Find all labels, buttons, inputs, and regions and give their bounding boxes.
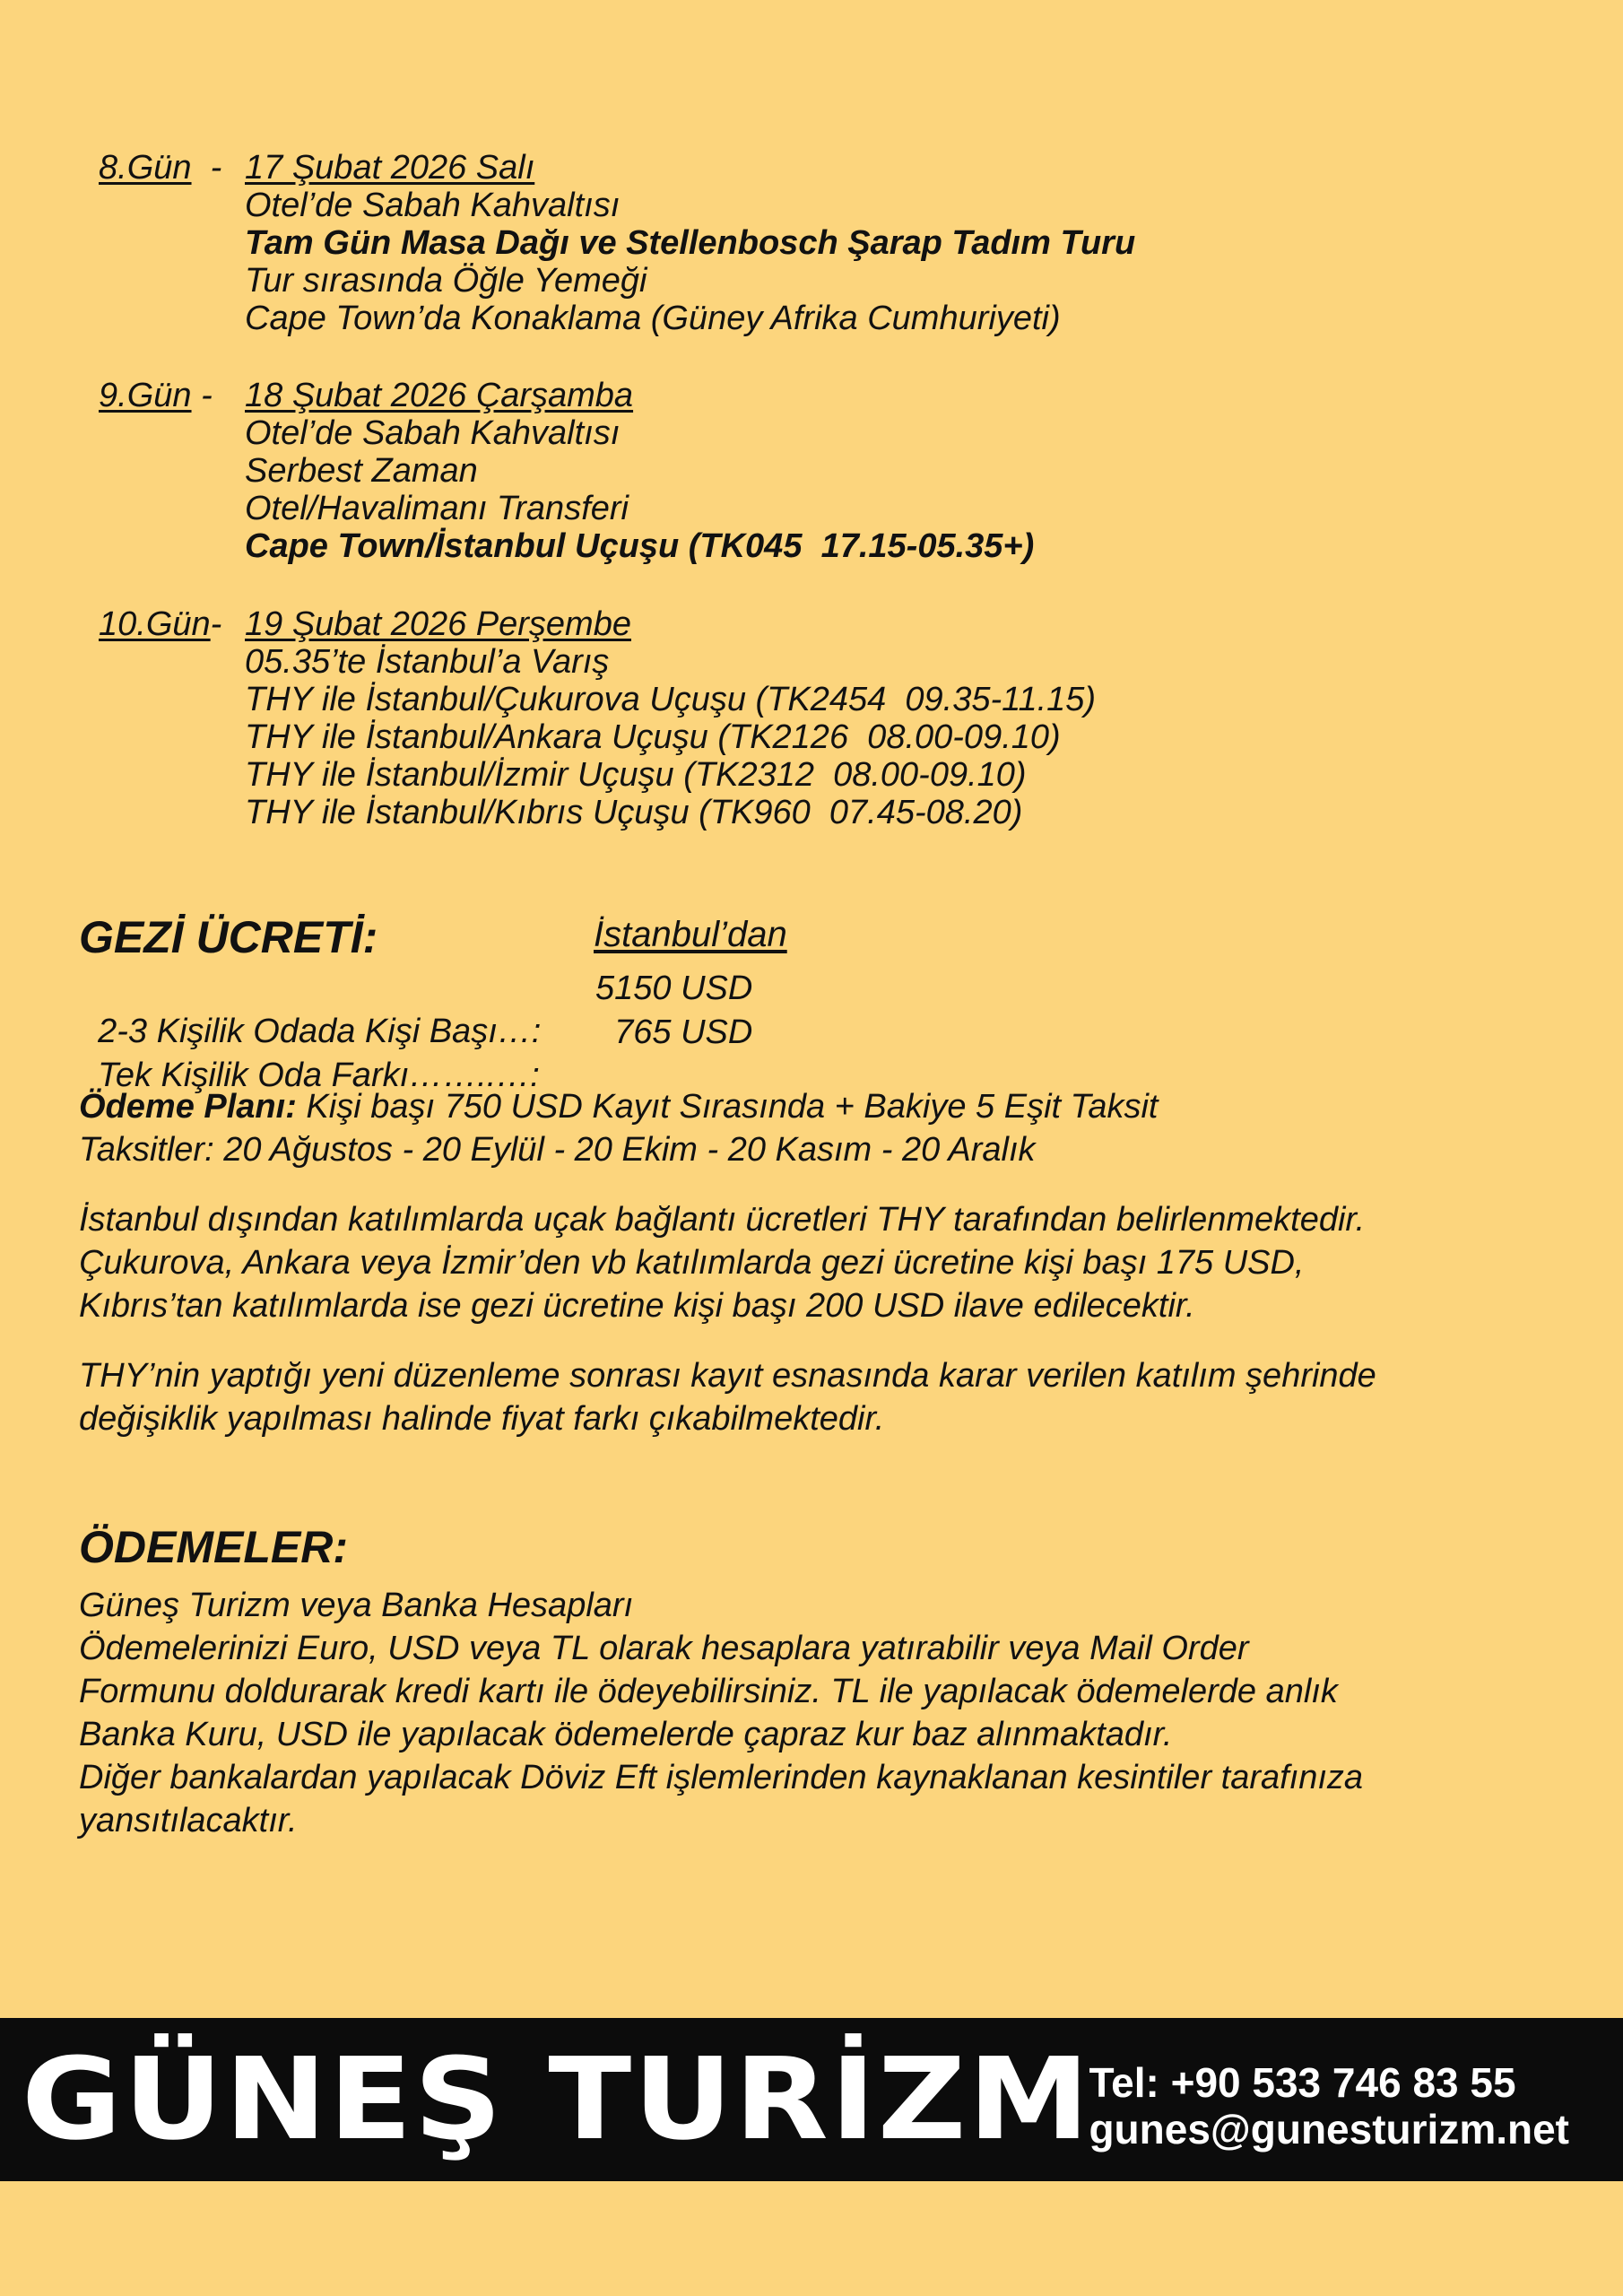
payments-line: Banka Kuru, USD ile yapılacak ödemelerde çapraz kur baz alınmaktadır. — [79, 1716, 1173, 1753]
payments-line: Ödemelerinizi Euro, USD veya TL olarak hesaplara yatırabilir veya Mail Order — [79, 1630, 1249, 1667]
day-9-line: Otel’de Sabah Kahvaltısı — [245, 414, 621, 452]
day-9-header — [99, 377, 1034, 414]
contact-info — [1089, 2059, 1569, 2152]
day-8-line: Otel’de Sabah Kahvaltısı — [245, 187, 621, 224]
price-row-single — [79, 1011, 540, 1097]
note-line: Kıbrıs’tan katılımlarda ise gezi ücretine kişi başı 200 USD ilave edilecektir. — [79, 1287, 1195, 1325]
day-10-lines — [99, 643, 1096, 831]
payment-plan-label: Ödeme Planı: — [79, 1088, 297, 1126]
note-line: değişiklik yapılması halinde fiyat farkı çıkabilmektedir. — [79, 1400, 885, 1438]
day-8-line-highlight: Tam Gün Masa Dağı ve Stellenbosch Şarap Tadım Turu — [245, 224, 1136, 262]
email-address[interactable]: gunes@gunesturizm.net — [1089, 2106, 1569, 2152]
day-10-date: 19 Şubat 2026 Perşembe — [245, 605, 631, 643]
installments-text: Taksitler: 20 Ağustos - 20 Eylül - 20 Ekim - 20 Kasım - 20 Aralık — [79, 1131, 1036, 1169]
day-8-header — [99, 149, 1135, 187]
price-row-label: 2-3 Kişilik Odada Kişi Başı…: — [98, 1013, 542, 1050]
phone-number[interactable]: Tel: +90 533 746 83 55 — [1089, 2059, 1516, 2106]
price-row-label: Tek Kişilik Oda Farkı……..…: — [98, 1057, 540, 1094]
day-8-label: 8.Gün — [99, 149, 192, 187]
footer-bar — [0, 2018, 1623, 2181]
day-9-line: Otel/Havalimanı Transferi — [245, 490, 629, 527]
thy-note — [79, 1354, 1376, 1440]
company-logo: GÜNEŞ TURİZM — [22, 2033, 1092, 2165]
payments-text — [79, 1584, 1363, 1842]
day-9-separator: - — [191, 377, 231, 414]
departure-note — [79, 1198, 1365, 1327]
day-10-block — [99, 605, 1096, 831]
note-line: Çukurova, Ankara veya İzmir’den vb katılımlarda gezi ücretine kişi başı 175 USD, — [79, 1244, 1305, 1282]
day-8-line: Cape Town’da Konaklama (Güney Afrika Cumhuriyeti) — [245, 300, 1061, 337]
day-10-label: 10.Gün — [99, 605, 211, 643]
pricing-from-city: İstanbul’dan — [594, 915, 787, 954]
day-8-separator: - — [191, 149, 231, 187]
day-8-line: Tur sırasında Öğle Yemeği — [245, 262, 647, 300]
day-9-line-highlight: Cape Town/İstanbul Uçuşu (TK045 17.15-05.35+) — [245, 527, 1035, 565]
price-row-double-value: 5150 USD — [595, 970, 753, 1007]
day-9-label: 9.Gün — [99, 377, 192, 414]
day-10-line: THY ile İstanbul/Çukurova Uçuşu (TK2454 09.35-11.15) — [245, 681, 1097, 718]
day-10-line: THY ile İstanbul/İzmir Uçuşu (TK2312 08.00-09.10) — [245, 756, 1027, 794]
pricing-title: GEZİ ÜCRETİ: — [79, 912, 378, 962]
note-line: THY’nin yaptığı yeni düzenleme sonrası kayıt esnasında karar verilen katılım şehrinde — [79, 1357, 1376, 1395]
payments-line: yansıtılacaktır. — [79, 1802, 298, 1839]
payments-line: Formunu doldurarak kredi kartı ile ödeyebilirsiniz. TL ile yapılacak ödemelerde anlık — [79, 1673, 1338, 1710]
day-9-block — [99, 377, 1034, 565]
note-line: İstanbul dışından katılımlarda uçak bağlantı ücretleri THY tarafından belirlenmektedir. — [79, 1201, 1366, 1239]
day-9-line: Serbest Zaman — [245, 452, 478, 490]
day-10-line: THY ile İstanbul/Kıbrıs Uçuşu (TK960 07.45-08.20) — [245, 794, 1023, 831]
day-10-header — [99, 605, 1096, 643]
day-8-block — [99, 149, 1135, 337]
day-8-date: 17 Şubat 2026 Salı — [245, 149, 535, 187]
payment-plan — [79, 1085, 1159, 1171]
day-9-date: 18 Şubat 2026 Çarşamba — [245, 377, 634, 414]
day-9-lines — [99, 414, 1034, 565]
day-8-lines — [99, 187, 1135, 337]
payments-title: ÖDEMELER: — [79, 1522, 348, 1572]
payment-plan-text: Kişi başı 750 USD Kayıt Sırasında + Bakiye 5 Eşit Taksit — [296, 1088, 1159, 1126]
payments-line: Diğer bankalardan yapılacak Döviz Eft işlemlerinden kaynaklanan kesintiler tarafınıza — [79, 1759, 1364, 1796]
day-10-separator: - — [210, 605, 231, 643]
price-row-single-value: 765 USD — [595, 1013, 753, 1051]
day-10-line: THY ile İstanbul/Ankara Uçuşu (TK2126 08.00-09.10) — [245, 718, 1061, 756]
payments-line: Güneş Turizm veya Banka Hesapları — [79, 1587, 634, 1624]
day-10-line: 05.35’te İstanbul’a Varış — [245, 643, 610, 681]
